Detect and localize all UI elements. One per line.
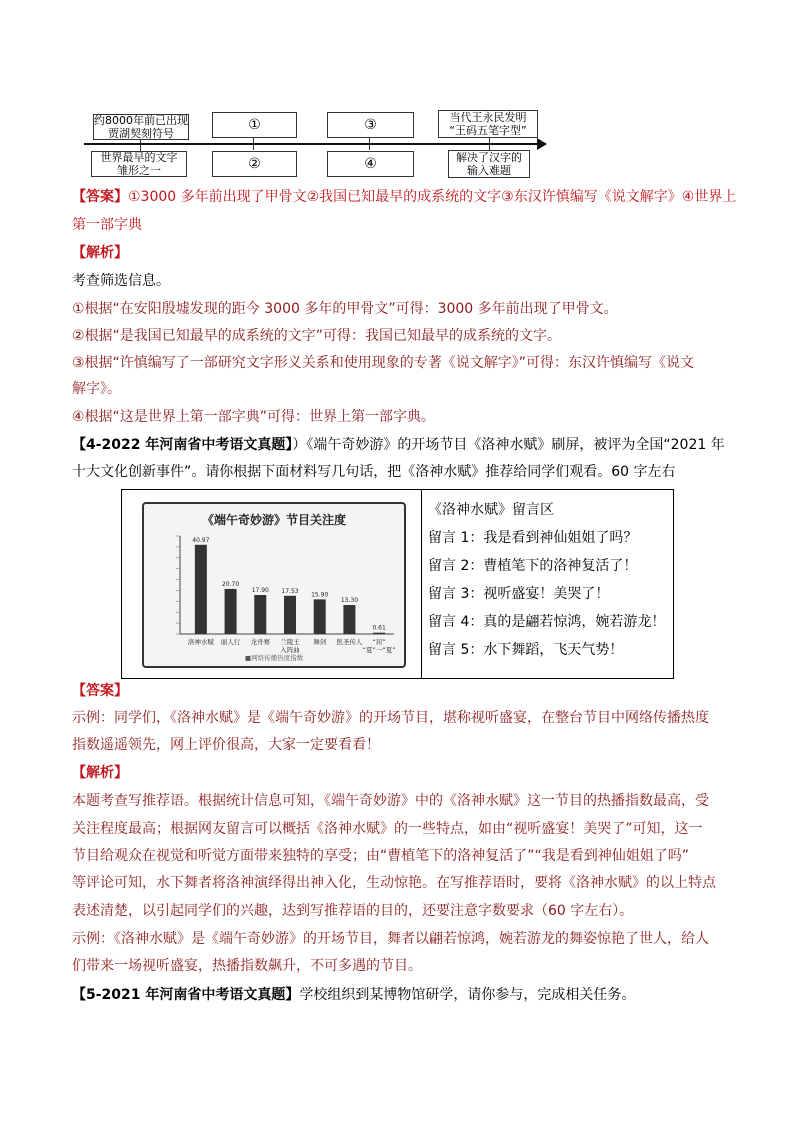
answer-label: 【答案】 bbox=[72, 189, 128, 205]
answer-label: 【答案】 bbox=[72, 683, 128, 699]
x-tick-label: 龙舟赛 bbox=[250, 638, 271, 646]
timeline-box-bottom-1: 世界最早的文字 雏形之一 bbox=[91, 151, 187, 177]
analysis-line: 表述清楚，以引起同学们的兴趣，达到写推荐语的目的，还要注意字数要求（60 字左右）。 bbox=[72, 903, 634, 919]
analysis-line: 考查筛选信息。 bbox=[72, 273, 170, 289]
timeline-axis bbox=[84, 143, 539, 145]
analysis-line: ④根据“这是世界上第一部字典”可得：世界上第一部字典。 bbox=[72, 409, 436, 425]
analysis-line: ③根据“许慎编写了一部研究文字形义关系和使用现象的专著《说文解字》”可得：东汉许慎编写《说文 bbox=[72, 355, 695, 371]
analysis-line: ②根据“是我国已知最早的成系统的文字”可得：我国已知最早的成系统的文字。 bbox=[72, 328, 562, 344]
analysis-line: ①根据“在安阳殷墟发现的距今 3000 多年的甲骨文”可得：3000 多年前出现了甲骨文。 bbox=[72, 301, 618, 317]
timeline-box-bottom-3: ④ bbox=[327, 151, 414, 177]
x-tick-label: 洛神水赋 bbox=[187, 638, 214, 646]
x-tick-label: 舞剑 bbox=[313, 638, 327, 646]
comment-item: 留言 2：曹植笔下的洛神复活了！ bbox=[428, 558, 638, 574]
bar bbox=[314, 599, 326, 634]
question-tag: 【5-2021 年河南省中考语文真题】 bbox=[72, 987, 300, 1003]
data-label: 13.30 bbox=[340, 597, 359, 605]
question-text: 学校组织到某博物馆研学，请你参与，完成相关任务。 bbox=[299, 987, 636, 1003]
bar bbox=[373, 633, 385, 634]
bar bbox=[343, 605, 355, 634]
bar bbox=[284, 596, 296, 634]
x-tick-label: 入阵曲 bbox=[280, 646, 300, 654]
x-tick-label: 兰陵王 bbox=[280, 638, 300, 646]
chart-title: 《端午奇妙游》节目关注度 bbox=[201, 513, 347, 527]
data-label: 15.90 bbox=[311, 591, 329, 599]
chart-legend: ■网络传播热度指数 bbox=[244, 654, 304, 662]
timeline-tick bbox=[369, 145, 370, 150]
x-tick-label: 医圣传人 bbox=[336, 638, 363, 646]
q3-answer-line-2: 第一部字典 bbox=[72, 217, 142, 233]
analysis-label: 【解析】 bbox=[72, 245, 128, 261]
data-label: 0.61 bbox=[372, 624, 386, 632]
bar bbox=[195, 545, 207, 634]
timeline-box-bottom-4: 解决了汉字的 输入难题 bbox=[448, 150, 530, 178]
timeline-tick bbox=[253, 145, 254, 150]
q4-question-line-2: 十大文化创新事件”。请你根据下面材料写几句话，把《洛神水赋》推荐给同学们观看。60 字左右 bbox=[72, 464, 676, 480]
comment-item: 留言 4：真的是翩若惊鸿，婉若游龙！ bbox=[428, 614, 666, 630]
timeline-box-top-4: 当代王永民发明 “王码五笔字型” bbox=[438, 110, 538, 138]
comment-item: 留言 1：我是看到神仙姐姐了吗？ bbox=[428, 530, 638, 546]
x-tick-label: 丽人行 bbox=[220, 638, 241, 646]
x-tick-label: “屈” bbox=[372, 638, 386, 646]
material-table bbox=[121, 489, 674, 679]
data-label: 20.70 bbox=[221, 580, 240, 588]
bar-chart bbox=[144, 504, 404, 666]
answer-line: 指数遥遥领先，网上评价很高，大家一定要看看！ bbox=[72, 737, 380, 753]
analysis-line: 关注程度最高；根据网友留言可以概括《洛神水赋》的一些特点，如由“视听盛宴！美哭了”可知，这一 bbox=[72, 821, 703, 837]
chart-frame bbox=[142, 502, 406, 668]
timeline-box-top-3: ③ bbox=[327, 112, 414, 138]
q3-answer-line-1 bbox=[72, 187, 736, 207]
timeline-box-top-2: ① bbox=[212, 112, 297, 138]
q5-question-line bbox=[72, 985, 635, 1005]
data-label: 17.53 bbox=[281, 587, 299, 595]
analysis-line: 示例：《洛神水赋》是《端午奇妙游》的开场节目，舞者以翩若惊鸿，婉若游龙的舞姿惊艳了世人，给人 bbox=[72, 931, 709, 947]
answer-line: 示例：同学们，《洛神水赋》是《端午奇妙游》的开场节目，堪称视听盛宴，在整台节目中网络传播热度 bbox=[72, 710, 709, 726]
data-label: 40.97 bbox=[192, 536, 210, 544]
analysis-line: 等评论可知，水下舞者将洛神演绎得出神入化，生动惊艳。在写推荐语时，要将《洛神水赋》的以上特点 bbox=[72, 875, 716, 891]
x-tick-label: “夏”一“夏” bbox=[362, 646, 396, 654]
comment-area bbox=[428, 496, 665, 664]
bar bbox=[254, 595, 266, 634]
table-divider bbox=[421, 490, 422, 678]
comment-item: 留言 3：视听盛宴！美哭了！ bbox=[428, 586, 610, 602]
data-label: 17.90 bbox=[251, 587, 269, 595]
timeline-box-bottom-2: ② bbox=[212, 151, 297, 177]
analysis-line: 节目给观众在视觉和听觉方面带来独特的享受；由“曹植笔下的洛神复活了”“我是看到神仙姐姐了吗” bbox=[72, 848, 690, 864]
comment-item: 留言 5：水下舞蹈，飞天气势！ bbox=[428, 642, 624, 658]
answer-text: ①3000 多年前出现了甲骨文②我国已知最早的成系统的文字③东汉许慎编写《说文解字》④世界上 bbox=[128, 189, 737, 205]
analysis-line: 本题考查写推荐语。根据统计信息可知，《端午奇妙游》中的《洛神水赋》这一节目的热播指数最高，受 bbox=[72, 793, 709, 809]
comment-area-title: 《洛神水赋》留言区 bbox=[428, 502, 554, 518]
analysis-label: 【解析】 bbox=[72, 765, 128, 781]
question-text: ）《端午奇妙游》的开场节目《洛神水赋》刷屏，被评为全国“2021 年 bbox=[292, 437, 725, 453]
analysis-line: 解字》。 bbox=[72, 381, 121, 397]
question-tag: 【4-2022 年河南省中考语文真题】 bbox=[72, 437, 293, 453]
analysis-line: 们带来一场视听盛宴，热播指数飙升，不可多遇的节目。 bbox=[72, 958, 422, 974]
timeline-tick bbox=[369, 138, 370, 143]
q4-question-line-1 bbox=[72, 435, 725, 455]
timeline-arrow-icon bbox=[537, 138, 547, 150]
timeline-box-top-1: 约8000年前已出现 贾湖契刻符号 bbox=[94, 114, 188, 140]
bar bbox=[225, 589, 237, 634]
timeline-tick bbox=[253, 138, 254, 143]
